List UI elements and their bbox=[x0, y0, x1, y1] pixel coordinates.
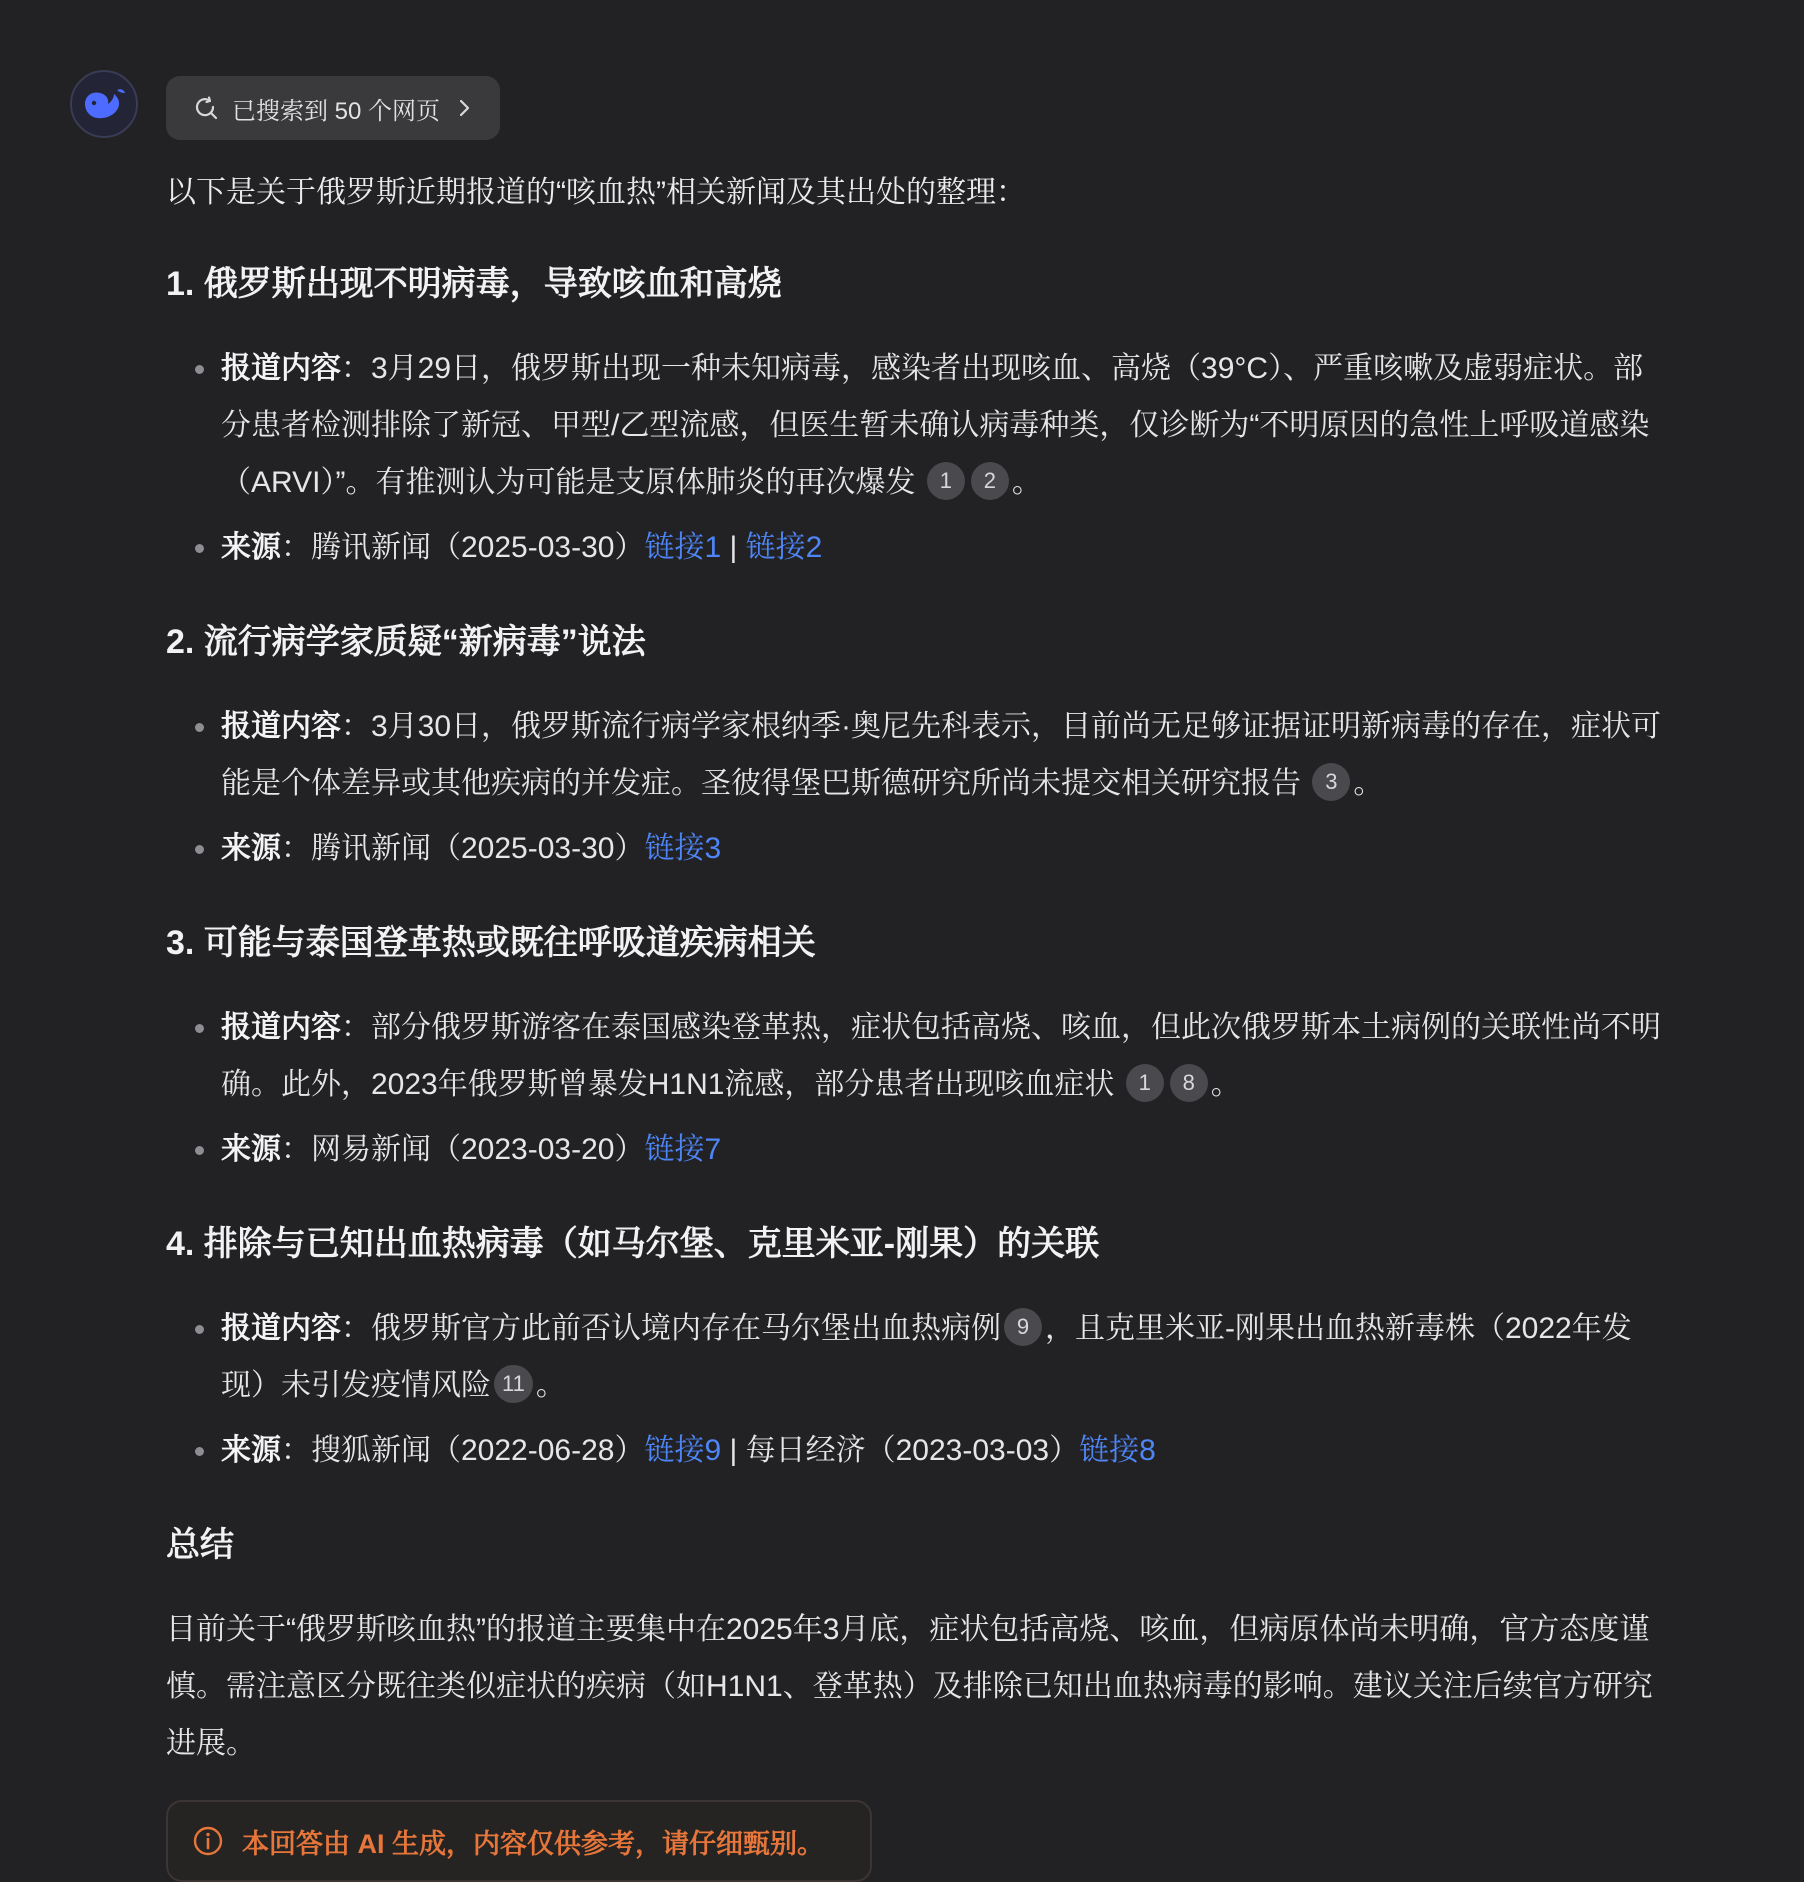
period: 。 bbox=[1210, 1068, 1241, 1101]
report-text: ：3月30日，俄罗斯流行病学家根纳季·奥尼先科表示，目前尚无足够证据证明新病毒的存在，症状可能是个体差异或其他疾病的并发症。圣彼得堡巴斯德研究所尚未提交相关研究报告 bbox=[221, 710, 1662, 800]
source-text-a: ：搜狐新闻（2022-06-28） bbox=[281, 1434, 645, 1467]
report-text-a: ：俄罗斯官方此前否认境内存在马尔堡出血热病例 bbox=[341, 1312, 1001, 1345]
section-1-title: 1. 俄罗斯出现不明病毒，导致咳血和高烧 bbox=[166, 265, 782, 303]
separator: | bbox=[721, 1434, 746, 1467]
info-icon bbox=[192, 1825, 224, 1857]
section-1-list bbox=[166, 340, 1666, 576]
section-2-source bbox=[166, 820, 1666, 877]
section-1-report bbox=[166, 340, 1666, 511]
source-label: 来源 bbox=[221, 1133, 281, 1166]
citation-badge[interactable]: 8 bbox=[1170, 1064, 1208, 1102]
section-2-report bbox=[166, 698, 1666, 812]
disclaimer-text: 本回答由 AI 生成，内容仅供参考，请仔细甄别。 bbox=[242, 1828, 825, 1859]
source-link-2[interactable]: 链接2 bbox=[745, 531, 823, 564]
source-link-7[interactable]: 链接7 bbox=[644, 1133, 722, 1166]
source-link-9[interactable]: 链接9 bbox=[644, 1434, 722, 1467]
search-results-button[interactable] bbox=[166, 76, 500, 140]
section-4-report bbox=[166, 1300, 1666, 1414]
citation-badge[interactable]: 3 bbox=[1312, 763, 1350, 801]
report-label: 报道内容 bbox=[221, 1312, 341, 1345]
period: 。 bbox=[535, 1369, 566, 1402]
source-text: ：腾讯新闻（2025-03-30） bbox=[281, 531, 645, 564]
section-4-title: 4. 排除与已知出血热病毒（如马尔堡、克里米亚-刚果）的关联 bbox=[166, 1225, 1100, 1263]
report-label: 报道内容 bbox=[221, 710, 341, 743]
citation-badge[interactable]: 1 bbox=[927, 462, 965, 500]
report-text: ：部分俄罗斯游客在泰国感染登革热，症状包括高烧、咳血，但此次俄罗斯本土病例的关联性尚不明确。此外，2023年俄罗斯曾暴发H1N1流感，部分患者出现咳血症状 bbox=[221, 1011, 1661, 1101]
source-link-3[interactable]: 链接3 bbox=[644, 832, 722, 865]
summary-text: 目前关于“俄罗斯咳血热”的报道主要集中在2025年3月底，症状包括高烧、咳血，但病原体尚未明确，官方态度谨慎。需注意区分既往类似症状的疾病（如H1N1、登革热）及排除已知出血热病毒的影响。建议关注后续官方研究进展。 bbox=[166, 1613, 1653, 1760]
period: 。 bbox=[1353, 767, 1384, 800]
source-label: 来源 bbox=[221, 1434, 281, 1467]
ai-disclaimer bbox=[166, 1800, 872, 1882]
section-1-source bbox=[166, 519, 1666, 576]
citation-badge[interactable]: 9 bbox=[1004, 1308, 1042, 1346]
source-link-8[interactable]: 链接8 bbox=[1079, 1434, 1156, 1467]
search-refresh-icon bbox=[194, 96, 218, 120]
response-content bbox=[166, 168, 1666, 1882]
assistant-avatar bbox=[70, 70, 138, 138]
source-link-1[interactable]: 链接1 bbox=[644, 531, 722, 564]
period: 。 bbox=[1011, 466, 1042, 499]
separator: | bbox=[721, 531, 746, 564]
citation-badge[interactable]: 11 bbox=[494, 1365, 533, 1403]
source-label: 来源 bbox=[221, 531, 281, 564]
citation-badge[interactable]: 2 bbox=[971, 462, 1009, 500]
section-2-title: 2. 流行病学家质疑“新病毒”说法 bbox=[166, 623, 646, 661]
section-3-title: 3. 可能与泰国登革热或既往呼吸道疾病相关 bbox=[166, 924, 816, 962]
section-4-source bbox=[166, 1422, 1666, 1479]
report-text: ：3月29日，俄罗斯出现一种未知病毒，感染者出现咳血、高烧（39°C）、严重咳嗽及虚弱症状。部分患者检测排除了新冠、甲型/乙型流感，但医生暂未确认病毒种类，仅诊断为“不明原因的急性上呼吸道感染（ARVI）”。有推测认为可能是支原体肺炎的再次爆发 bbox=[221, 352, 1650, 499]
source-text-b: 每日经济（2023-03-03） bbox=[745, 1434, 1080, 1467]
section-3-source bbox=[166, 1121, 1666, 1178]
section-4-list bbox=[166, 1300, 1666, 1479]
source-text: ：网易新闻（2023-03-20） bbox=[281, 1133, 645, 1166]
intro-text: 以下是关于俄罗斯近期报道的“咳血热”相关新闻及其出处的整理： bbox=[166, 176, 1026, 209]
source-label: 来源 bbox=[221, 832, 281, 865]
report-label: 报道内容 bbox=[221, 352, 341, 385]
section-3-report bbox=[166, 999, 1666, 1113]
report-text-b: ，且克里米亚-刚果出血热新毒株（2022年发现）未引发疫情风险 bbox=[221, 1312, 1632, 1402]
chevron-right-icon bbox=[458, 98, 472, 118]
report-label: 报道内容 bbox=[221, 1011, 341, 1044]
search-results-label: 已搜索到 50 个网页 bbox=[232, 97, 441, 125]
source-text: ：腾讯新闻（2025-03-30） bbox=[281, 832, 645, 865]
whale-logo-icon bbox=[81, 84, 127, 124]
citation-badge[interactable]: 1 bbox=[1126, 1064, 1164, 1102]
summary-title: 总结 bbox=[166, 1526, 234, 1564]
section-3-list bbox=[166, 999, 1666, 1178]
section-2-list bbox=[166, 698, 1666, 877]
